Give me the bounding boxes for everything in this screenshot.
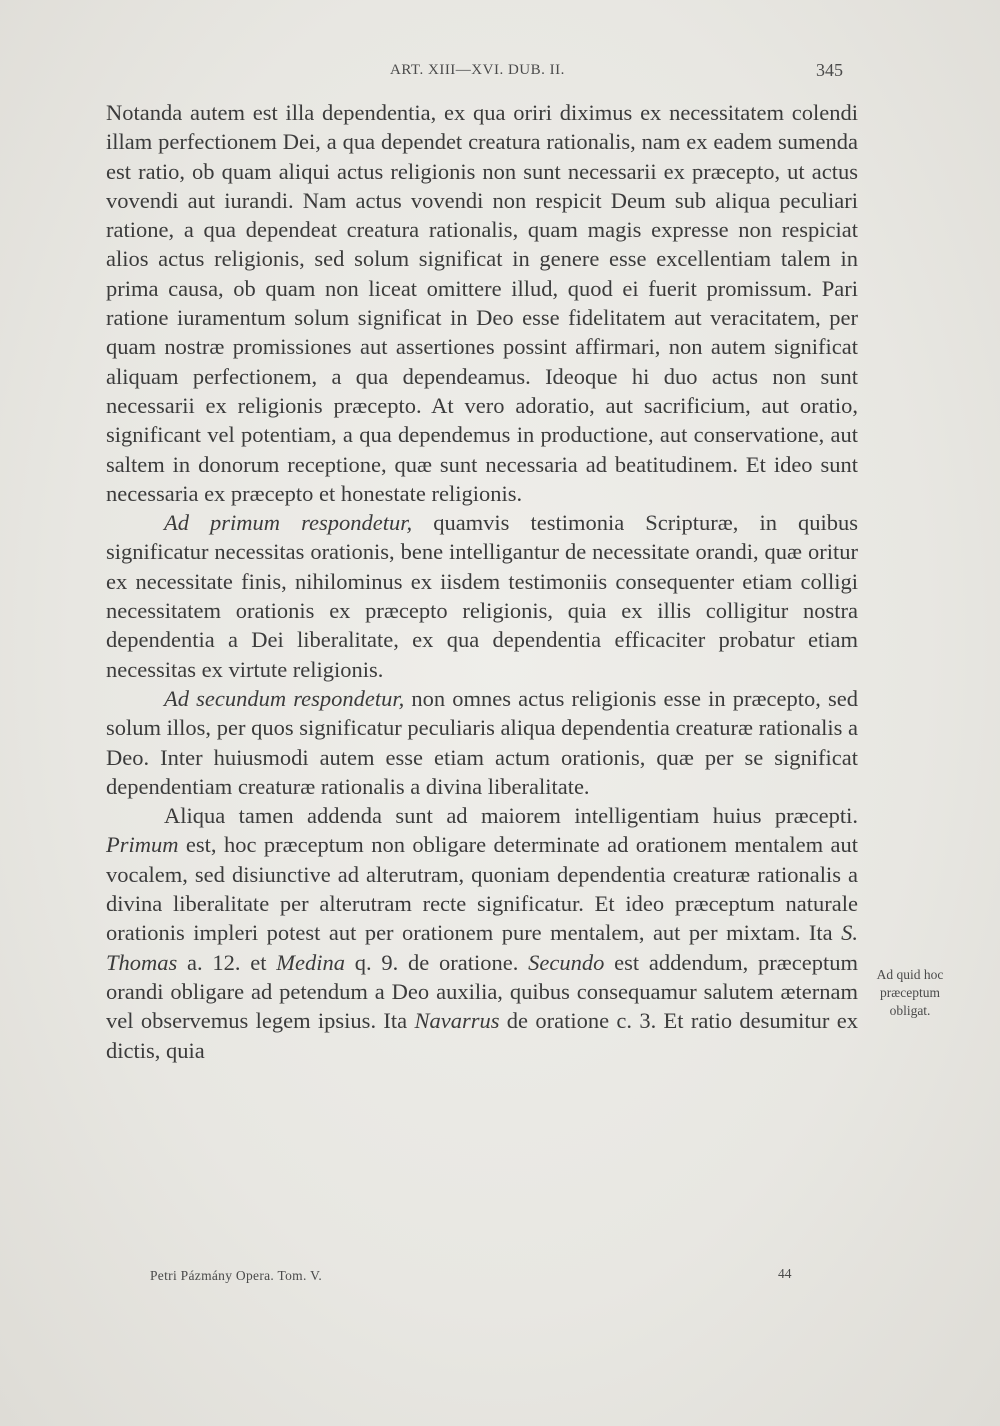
paragraph-1-text: Notanda autem est illa dependentia, ex qua oriri diximus ex necessitatem colendi illam perfectionem Dei, a qua dependet creatura rationalis, nam ex eadem sumenda est ratio, ob quam aliqui actus religionis non sunt necessarii ex præcepto, ut actus vovendi aut iurandi. Nam actus vovendi non respicit Deum sub aliqua peculiari ratione, a qua dependeat creatura rationalis, quam magis expresse non respiciat alios actus religionis, sed solum significat in genere esse excellentiam talem in prima causa, ob quam non liceat omittere illud, quod ei fuerit promissum. Pari ratione iuramentum solum significat in Deo esse fidelitatem aut veracitatem, per quam nostræ promissiones aut assertiones possint affirmari, non autem significat aliquam perfectionem, a qua dependeamus. Ideoque hi duo actus non sunt necessarii ex religionis præcepto. At vero adoratio, aut sacrificium, aut oratio, significant vel potentiam, a qua dependemus in productione, aut conservatione, aut saltem in donorum receptione, quæ sunt necessaria ad beatitudinem. Et ideo sunt necessaria ex præcepto et honestate religionis. [106, 100, 858, 506]
paragraph-3 [106, 684, 858, 801]
paragraph-4-thomas: S. Thomas [106, 920, 858, 975]
paragraph-1 [106, 98, 858, 508]
running-head: ART. XIII—XVI. DUB. II. [390, 62, 565, 78]
paragraph-4-text-a: Aliqua tamen addenda sunt ad maiorem intelligentiam huius præcepti. [164, 803, 858, 829]
paragraph-4-medina: Medina [276, 949, 346, 975]
paragraph-4-text-d: q. 9. de oratione. [345, 949, 529, 975]
paragraph-4-text-e: est addendum, præceptum orandi obligare ad petendum a Deo auxilia, quibus consequamur salutem æternam vel observemus legem ipsius. Ita [106, 949, 858, 1034]
paragraph-3-heading: Ad secundum respondetur, [164, 685, 405, 711]
paragraph-3-text: non omnes actus religionis esse in præcepto, sed solum illos, per quos significatur peculiaris aliqua dependentia creaturæ rationalis a Deo. Inter huiusmodi autem esse etiam actum orationis, quæ per se significat dependentiam creaturæ rationalis a divina liberalitate. [106, 685, 858, 799]
paragraph-4-text-b: est, hoc præceptum non obligare determinate ad orationem mentalem aut vocalem, sed disiunctive ad alterutram, quoniam dependentia creaturæ rationalis a divina liberalitate per alterutram recte significatur. Et ideo præceptum naturale orationis impleri potest aut per orationem pure mentalem, aut per mixtam. Ita [106, 832, 858, 946]
footer-sheet-number: 44 [778, 1266, 792, 1281]
footer-signature: Petri Pázmány Opera. Tom. V. [150, 1268, 323, 1283]
paragraph-2-text: quamvis testimonia Scripturæ, in quibus significatur necessitas orationis, bene intelligantur de necessitate orandi, quæ oritur ex necessitate finis, nihilominus ex iisdem testimoniis consequenter etiam colligi necessitatem orationis ex præcepto religionis, quia ex illis colligitur nostra dependentia a Dei liberalitate, ex qua dependentia efficaciter probatur etiam necessitas ex virtute religionis. [106, 510, 858, 682]
paragraph-4-text-c: a. 12. et [177, 949, 277, 975]
marginal-note: Ad quid hoc præceptum obligat. [876, 967, 944, 1018]
body-text [106, 98, 858, 1065]
paragraph-4-text-f: de oratione c. 3. Et ratio desumitur ex dictis, quia [106, 1008, 858, 1063]
paragraph-2 [106, 508, 858, 684]
paragraph-4 [106, 801, 858, 1065]
paragraph-4-navarrus: Navarrus [414, 1008, 500, 1034]
paragraph-2-heading: Ad primum respondetur, [164, 510, 413, 536]
paragraph-4-secundo: Secundo [528, 949, 605, 975]
paragraph-4-primum: Primum [106, 832, 179, 858]
page-number: 345 [816, 60, 843, 80]
